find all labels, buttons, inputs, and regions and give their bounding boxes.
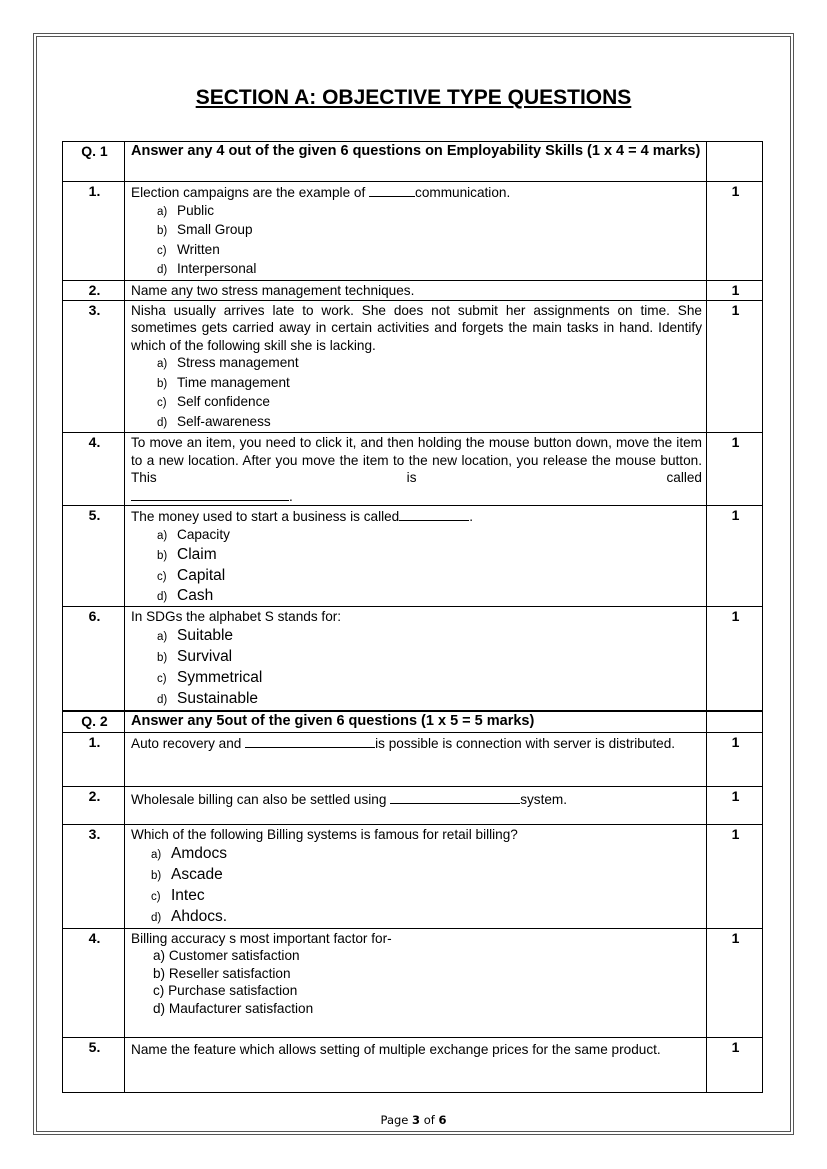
question-text: Nisha usually arrives late to work. She does not submit her assignments on time. She sometimes gets carried away in certain activities and forgets the main tasks in hand. Identify which of the following skill she is lacking. <box>131 302 702 353</box>
q1-item-4 <box>63 433 763 506</box>
option: a) Customer satisfaction <box>153 948 300 963</box>
footer-total-pages: 6 <box>438 1113 447 1127</box>
question-number: 1. <box>63 733 125 787</box>
question-number: 6. <box>63 607 125 711</box>
option: a) Capacity <box>157 526 230 542</box>
option: c) Capital <box>157 567 226 584</box>
q1-item-3 <box>63 300 763 433</box>
q2-item-2 <box>63 787 763 825</box>
question-body: To move an item, you need to click it, and then holding the mouse button down, move the item to a new location. After you move the item to the new location, you release the mouse button. This is called . <box>125 433 707 506</box>
q2-label: Q. 2 <box>63 712 125 733</box>
question-body <box>125 607 707 711</box>
question-number: 5. <box>63 1037 125 1092</box>
option: d) Self-awareness <box>157 413 271 429</box>
section-title: SECTION A: OBJECTIVE TYPE QUESTIONS <box>195 86 632 109</box>
q2-item-5 <box>63 1037 763 1092</box>
q2-instruction: Answer any 5out of the given 6 questions (1 x 5 = 5 marks) <box>125 712 707 733</box>
option: b) Survival <box>157 647 233 665</box>
marks: 1 <box>707 825 763 929</box>
q2-header-row <box>63 712 763 733</box>
q1-item-6 <box>63 607 763 711</box>
footer-middle: of <box>420 1113 439 1127</box>
marks: 1 <box>707 733 763 787</box>
option: d) Sustainable <box>157 689 259 707</box>
question-text: Wholesale billing can also be settled using <box>131 792 391 807</box>
q2-item-1 <box>63 733 763 787</box>
option: b) Ascade <box>151 865 223 883</box>
marks: 1 <box>707 300 763 433</box>
q1-label: Q. 1 <box>63 142 125 182</box>
question-body <box>125 928 707 1037</box>
question-text: Billing accuracy s most important factor for- <box>131 930 392 946</box>
marks: 1 <box>707 607 763 711</box>
question-text: Auto recovery and <box>131 736 246 751</box>
q1-item-1 <box>63 182 763 281</box>
option: a) Stress management <box>157 355 299 370</box>
option: c) Intec <box>151 886 205 904</box>
question-number: 5. <box>63 506 125 607</box>
q1-table <box>62 141 763 711</box>
marks: 1 <box>707 928 763 1037</box>
option-list <box>131 526 702 607</box>
option-list <box>131 947 702 1017</box>
option: a) Suitable <box>157 626 234 644</box>
option: a) Public <box>157 202 215 218</box>
answer-blank <box>245 734 375 748</box>
q1-item-5 <box>63 506 763 607</box>
question-text: Name any two stress management techniques. <box>125 280 707 300</box>
marks: 1 <box>707 433 763 506</box>
question-body <box>125 182 707 281</box>
q1-instruction: Answer any 4 out of the given 6 questions on Employability Skills (1 x 4 = 4 marks) <box>125 142 707 182</box>
question-text-after: is possible is connection with server is distributed. <box>375 736 676 751</box>
question-text: In SDGs the alphabet S stands for: <box>131 609 342 624</box>
answer-blank <box>131 487 289 501</box>
question-text-after: system. <box>520 792 568 807</box>
option: b) Small Group <box>157 222 253 237</box>
question-number: 3. <box>63 300 125 433</box>
page-footer <box>0 1113 827 1127</box>
marks: 1 <box>707 787 763 825</box>
option: d) Cash <box>157 587 214 604</box>
option: d) Maufacturer satisfaction <box>153 1000 314 1016</box>
footer-current-page: 3 <box>412 1113 421 1127</box>
question-text: Name the feature which allows setting of multiple exchange prices for the same product. <box>125 1037 707 1092</box>
marks: 1 <box>707 1037 763 1092</box>
question-text: To move an item, you need to click it, and then holding the mouse button down, move the item to a new location. After you move the item to the new location, you release the mouse button. This is called <box>131 435 702 485</box>
marks: 1 <box>707 506 763 607</box>
answer-blank <box>399 507 469 521</box>
option: c) Self confidence <box>157 394 270 409</box>
q2-table <box>62 711 763 1093</box>
option: d) Ahdocs. <box>151 907 228 925</box>
question-body <box>125 300 707 433</box>
option-list <box>131 354 702 432</box>
question-text: Election campaigns are the example of <box>131 185 370 200</box>
footer-prefix: Page <box>380 1113 413 1127</box>
question-number: 2. <box>63 280 125 300</box>
q1-header-row <box>63 142 763 182</box>
option: d) Interpersonal <box>157 261 257 276</box>
question-number: 2. <box>63 787 125 825</box>
option-list <box>131 844 702 928</box>
answer-blank <box>390 790 520 804</box>
answer-blank <box>369 183 415 197</box>
question-number: 4. <box>63 433 125 506</box>
option: c) Written <box>157 241 220 257</box>
question-body <box>125 787 707 825</box>
option: b) Time management <box>157 374 290 390</box>
q2-item-3 <box>63 825 763 929</box>
question-body <box>125 825 707 929</box>
option-list <box>131 202 702 280</box>
question-body: The money used to start a business is called . a) Capacity b) Claim c) Capital d) Cash <box>125 506 707 607</box>
question-text-after: communication. <box>415 185 511 200</box>
q2-item-4 <box>63 928 763 1037</box>
question-number: 1. <box>63 182 125 281</box>
question-text: The money used to start a business is called <box>131 509 400 524</box>
question-body <box>125 733 707 787</box>
option: c) Symmetrical <box>157 668 263 686</box>
q1-item-2 <box>63 280 763 300</box>
marks: 1 <box>707 182 763 281</box>
question-text: Which of the following Billing systems is famous for retail billing? <box>131 827 518 842</box>
marks: 1 <box>707 280 763 300</box>
question-number: 4. <box>63 928 125 1037</box>
option: a) Amdocs <box>151 844 227 862</box>
question-number: 3. <box>63 825 125 929</box>
option: b) Reseller satisfaction <box>153 965 291 981</box>
q1-header-marks-cell <box>707 142 763 182</box>
option-list <box>131 626 702 710</box>
option: c) Purchase satisfaction <box>153 983 298 998</box>
q2-header-marks-cell <box>707 712 763 733</box>
option: b) Claim <box>157 546 217 563</box>
